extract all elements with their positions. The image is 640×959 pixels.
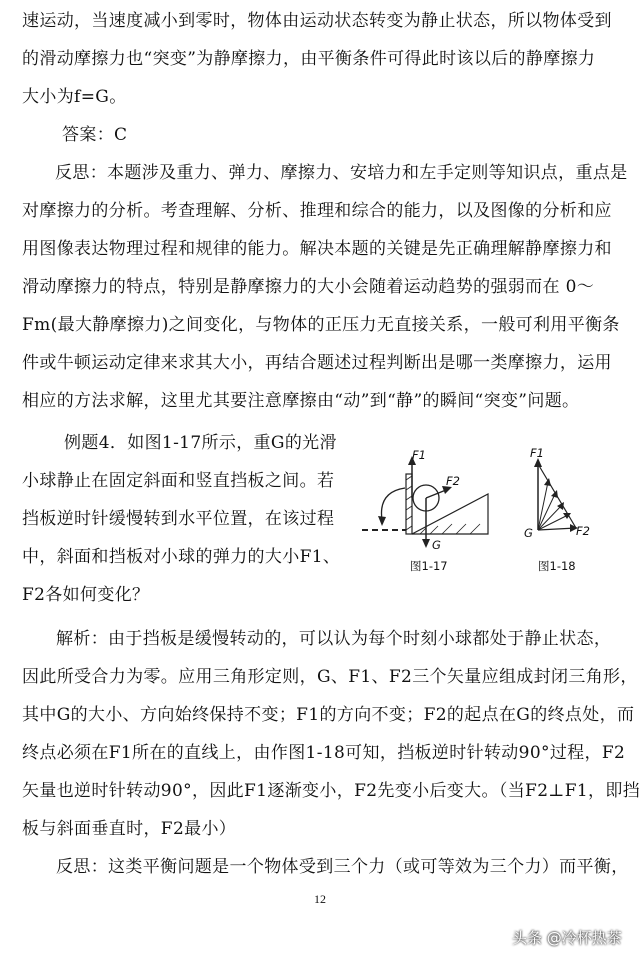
text-line: 中，斜面和挡板对小球的弹力的大小F1、 [22, 547, 341, 567]
figure-1-18 [508, 446, 608, 575]
f2-label: F2 [576, 524, 590, 538]
text-line: 小球静止在固定斜面和竖直挡板之间。若 [22, 471, 335, 491]
figure-caption: 图1-18 [538, 559, 576, 573]
page-number: 12 [314, 892, 326, 906]
text-line: 其中G的大小、方向始终保持不变；F1的方向不变；F2的起点在G的终点处，而 [22, 705, 635, 725]
text-line: 反思：本题涉及重力、弹力、摩擦力、安培力和左手定则等知识点，重点是 [55, 163, 628, 183]
g-label: G [432, 538, 441, 552]
text-line: F2各如何变化？ [22, 585, 150, 605]
text-line: 矢量也逆时针转动90°，因此F1逐渐变小，F2先变小后变大。（当F2⊥F1，即挡 [22, 781, 640, 801]
figure-caption: 图1-17 [410, 559, 448, 573]
f2-label: F2 [446, 474, 460, 488]
g-label: G [524, 526, 533, 540]
answer-line: 答案：C [62, 125, 128, 145]
text-line: 终点必须在F1所在的直线上，由作图1-18可知，挡板逆时针转动90°过程，F2 [22, 743, 626, 763]
text-line: 解析：由于挡板是缓慢转动的，可以认为每个时刻小球都处于静止状态， [56, 629, 612, 649]
text-line: 相应的方法求解，这里尤其要注意摩擦由“动”到“静”的瞬间“突变”问题。 [22, 391, 580, 411]
text-line: 对摩擦力的分析。考查理解、分析、推理和综合的能力，以及图像的分析和应 [22, 201, 612, 221]
figure-1-17-drawing [360, 450, 500, 575]
f1-label: F1 [530, 446, 544, 460]
text-line: 滑动摩擦力的特点，特别是静摩擦力的大小会随着运动趋势的强弱而在 0～ [22, 277, 595, 297]
text-line: 大小为f=G。 [22, 87, 127, 107]
text-line: 挡板逆时针缓慢转到水平位置，在该过程 [22, 509, 335, 529]
text-line: 因此所受合力为零。应用三角形定则，G、F1、F2三个矢量应组成封闭三角形， [22, 667, 638, 687]
text-line: 板与斜面垂直时，F2最小） [22, 819, 237, 839]
text-line: 速运动，当速度减小到零时，物体由运动状态转变为静止状态，所以物体受到 [22, 11, 612, 31]
text-line: 件或牛顿运动定律来求其大小，再结合题述过程判断出是哪一类摩擦力，运用 [22, 353, 612, 373]
watermark: 头条 @冷杯热茶 [512, 929, 622, 947]
text-line: 例题4．如图1-17所示，重G的光滑 [64, 433, 337, 453]
text-line: 的滑动摩擦力也“突变”为静摩擦力，由平衡条件可得此时该以后的静摩擦力 [22, 49, 596, 69]
figure-1-17 [360, 450, 500, 575]
text-line: Fm(最大静摩擦力)之间变化，与物体的正压力无直接关系，一般可利用平衡条 [22, 315, 620, 335]
text-line: 反思：这类平衡问题是一个物体受到三个力（或可等效为三个力）而平衡， [56, 857, 629, 877]
figure-1-18-drawing [508, 450, 608, 575]
text-line: 用图像表达物理过程和规律的能力。解决本题的关键是先正确理解静摩擦力和 [22, 239, 612, 259]
f1-label: F1 [412, 448, 426, 462]
